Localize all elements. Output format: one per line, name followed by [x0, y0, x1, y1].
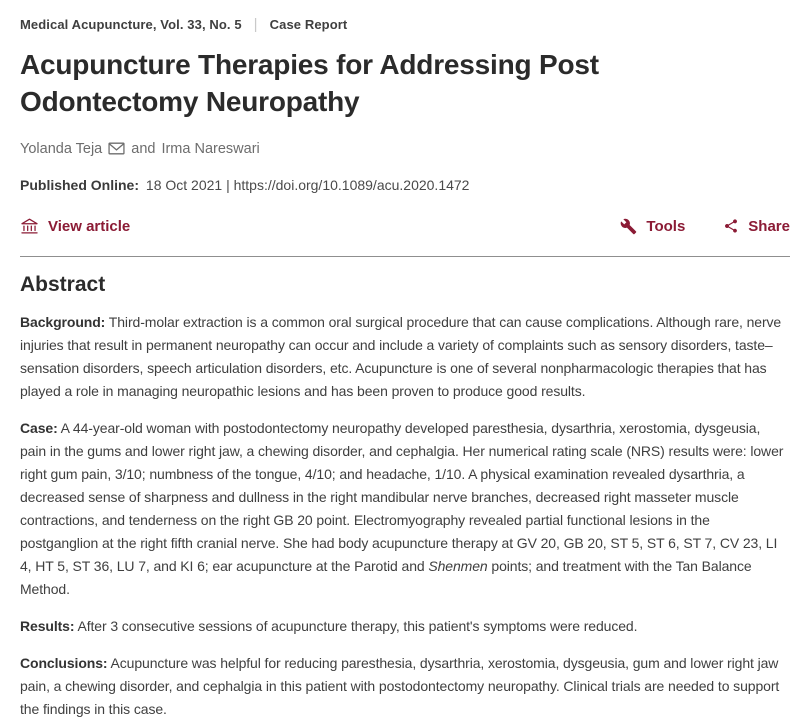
published-separator: |	[226, 176, 230, 193]
journal-citation: Medical Acupuncture, Vol. 33, No. 5	[20, 17, 242, 32]
tools-share-group	[620, 218, 790, 235]
author-name-1: Yolanda Teja	[20, 140, 103, 157]
published-label: Published Online:	[20, 176, 140, 193]
conclusions-text: Acupuncture was helpful for reducing paresthesia, dysarthria, xerostomia, dysgeusia, gum and lower right jaw pain, a chewing disorder, and cephalgia in this patient with postodontectomy neuropathy. Clinical trials are needed to support the findings in this case.	[20, 654, 780, 717]
case-text-before: A 44-year-old woman with postodontectomy neuropathy developed paresthesia, dysarthria, xerostomia, dysgeusia, pain in the gums and lower right jaw, a chewing disorder, and cephalgia. Her numerical rating scale (NRS) results were: lower right gum pain, 3/10; numbness of the tongue, 4/10; and headache, 1/10. A physical examination revealed dysarthria, a decreased sense of sharpness and dullness in the right mandibular nerve branches, decreased right masseter muscle contractions, and tenderness on the right GB 20 point. Electromyography revealed partial functional lesions in the postganglion at the right fifth cranial nerve. She had body acupuncture therapy at GV 20, GB 20, ST 5, ST 6, ST 7, CV 23, LI 4, HT 5, ST 36, LU 7, and KI 6; ear acupuncture at the Parotid and	[20, 419, 784, 574]
background-text: Third-molar extraction is a common oral surgical procedure that can cause complications. Although rare, nerve injuries that result in permanent neuropathy can occur and include a variety of complaints such as sensory disorders, taste–sensation disorders, speech articulation disorders, etc. Acupuncture is one of several nonpharmacologic therapies that has played a role in managing neuropathic lesions and has been proven to produce good results.	[20, 313, 782, 399]
view-article-button[interactable]	[20, 217, 130, 236]
case-text-after: points; and treatment with the Tan Balance Method.	[20, 557, 752, 597]
envelope-icon	[108, 142, 125, 155]
tools-button[interactable]	[620, 218, 685, 235]
tools-label: Tools	[646, 217, 686, 235]
byline	[20, 141, 790, 157]
share-button[interactable]	[723, 218, 790, 235]
published-date: 18 Oct 2021	[145, 176, 223, 193]
meta-separator: |	[253, 16, 258, 33]
abstract-conclusions-paragraph	[20, 652, 790, 721]
background-label: Background:	[20, 313, 106, 330]
bank-icon	[20, 217, 39, 236]
email-author-button[interactable]	[108, 142, 125, 155]
case-label: Case:	[20, 419, 58, 436]
page-title: Acupuncture Therapies for Addressing Post Odontectomy Neuropathy	[20, 49, 599, 117]
abstract-background-paragraph	[20, 311, 790, 403]
published-line	[20, 177, 790, 193]
results-text: After 3 consecutive sessions of acupuncture therapy, this patient's symptoms were reduced.	[77, 617, 638, 634]
abstract-case-paragraph	[20, 417, 790, 601]
doi-link[interactable]: https://doi.org/10.1089/acu.2020.1472	[233, 176, 470, 193]
abstract-heading: Abstract	[20, 272, 106, 296]
share-nodes-icon	[723, 218, 739, 234]
view-article-label: View article	[48, 217, 131, 235]
share-label: Share	[748, 217, 790, 235]
wrench-icon	[620, 218, 637, 235]
byline-connector: and	[131, 140, 156, 157]
author-name-2: Irma Nareswari	[161, 140, 260, 157]
article-type-label: Case Report	[269, 17, 348, 32]
article-actions-row	[20, 217, 790, 236]
results-label: Results:	[20, 617, 75, 634]
journal-meta-line	[20, 16, 790, 33]
section-divider	[20, 256, 790, 257]
abstract-results-paragraph	[20, 615, 790, 638]
case-text-italic: Shenmen	[428, 557, 488, 574]
conclusions-label: Conclusions:	[20, 654, 108, 671]
